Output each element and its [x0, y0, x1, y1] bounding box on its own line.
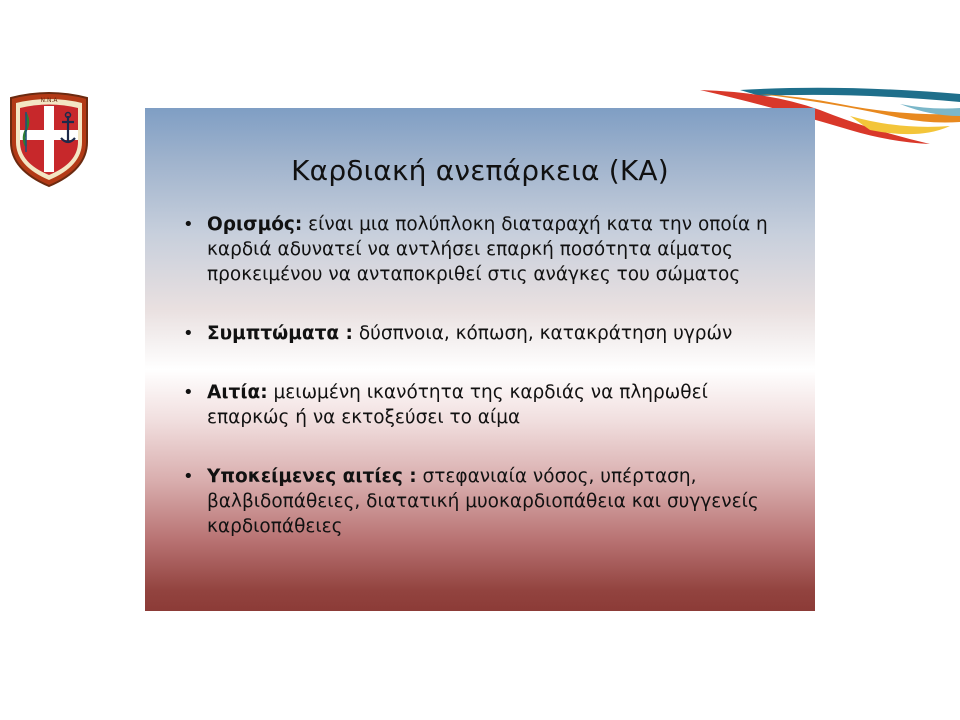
- content-panel: [145, 108, 815, 611]
- bullet-text: είναι μια πολύπλοκη διαταραχή κατα την οποία η καρδιά αδυνατεί να αντλήσει επαρκή ποσότητα αίματος προκειμένου να ανταποκριθεί στις ανάγκες του σώματος: [207, 214, 768, 285]
- bullet-term: Συμπτώματα :: [207, 323, 353, 344]
- emblem-top-text: N.N.A: [40, 97, 58, 104]
- bullet-list: [183, 212, 783, 539]
- bullet-definition: [183, 212, 783, 287]
- bullet-dot: •: [183, 466, 194, 487]
- shield-emblem-icon: [6, 90, 92, 188]
- bullet-text: στεφανιαία νόσος, υπέρταση, βαλβιδοπάθειες, διατατική μυοκαρδιοπάθεια και συγγενείς καρδιοπάθειες: [207, 466, 759, 537]
- bullet-dot: •: [183, 382, 194, 403]
- bullet-cause: [183, 380, 783, 430]
- bullet-dot: •: [183, 214, 194, 235]
- bullet-term: Υποκείμενες αιτίες :: [207, 466, 417, 487]
- bullet-text: μειωμένη ικανότητα της καρδιάς να πληρωθεί επαρκώς ή να εκτοξεύσει το αίμα: [207, 382, 708, 428]
- bullet-dot: •: [183, 323, 194, 344]
- bullet-underlying-causes: [183, 464, 783, 539]
- bullet-term: Ορισμός:: [207, 214, 303, 235]
- bullet-term: Αιτία:: [207, 382, 268, 403]
- bullet-text: δύσπνοια, κόπωση, κατακράτηση υγρών: [352, 323, 733, 344]
- bullet-symptoms: [183, 321, 783, 346]
- slide-title: Καρδιακή ανεπάρκεια (ΚΑ): [291, 154, 669, 187]
